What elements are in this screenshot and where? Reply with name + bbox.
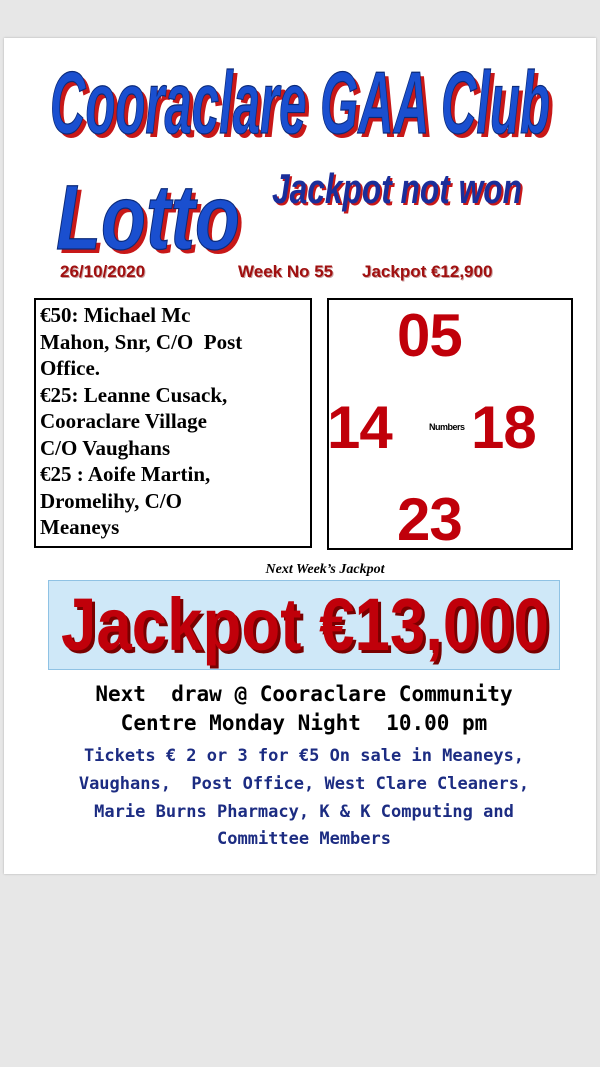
- winning-numbers-box: [327, 298, 573, 553]
- jackpot-status: [262, 160, 532, 220]
- winner-line: €50: Michael Mc: [40, 303, 191, 327]
- current-jackpot: Jackpot €12,900: [362, 262, 493, 281]
- number-4: 23: [397, 486, 462, 553]
- numbers-label: Numbers: [429, 422, 465, 432]
- next-draw-line-1: Next draw @ Cooraclare Community: [95, 682, 513, 706]
- number-2: 14: [327, 394, 392, 461]
- club-title-shadow: Cooraclare GAA Club: [54, 57, 554, 150]
- next-week-caption: Next Week’s Jackpot: [265, 562, 385, 577]
- tickets-line-4: Committee Members: [217, 829, 391, 849]
- winner-line: Mahon, Snr, C/O Post: [40, 329, 243, 354]
- tickets-line-2: Vaughans, Post Office, West Clare Cleaners,: [78, 774, 530, 794]
- winners-box: [34, 298, 312, 548]
- next-jackpot-text: Jackpot €13,000: [61, 583, 549, 666]
- jackpot-status-shadow: Jackpot not won: [274, 167, 524, 214]
- next-jackpot-shadow: Jackpot €13,000: [64, 586, 552, 669]
- tickets-line-3: Marie Burns Pharmacy, K & K Computing and: [94, 802, 514, 822]
- winner-line: Dromelihy, C/O: [40, 488, 182, 513]
- next-jackpot-graphic: [49, 581, 561, 671]
- club-title: [42, 40, 562, 150]
- week-number: Week No 55: [238, 262, 334, 281]
- tickets-line-1: Tickets € 2 or 3 for €5 On sale in Meaneys,: [83, 746, 525, 766]
- winner-line: €25 : Aoife Martin,: [40, 462, 211, 486]
- lotto-title-text: Lotto: [56, 167, 240, 265]
- winner-line: Office.: [40, 356, 101, 380]
- winner-line: €25: Leanne Cusack,: [40, 382, 228, 407]
- winner-line: Meaneys: [40, 515, 120, 539]
- next-jackpot-box: [48, 580, 560, 670]
- winner-line: C/O Vaughans: [40, 435, 171, 460]
- jackpot-status-text: Jackpot not won: [272, 165, 522, 212]
- number-3: 18: [471, 394, 536, 461]
- club-title-text: Cooraclare GAA Club: [50, 53, 550, 150]
- lotto-title: [48, 145, 248, 265]
- lotto-title-shadow: Lotto: [60, 171, 244, 265]
- winner-line: Cooraclare Village: [40, 409, 207, 433]
- next-draw-line-2: Centre Monday Night 10.00 pm: [120, 711, 488, 735]
- number-1: 05: [397, 302, 462, 369]
- draw-date: 26/10/2020: [60, 262, 146, 281]
